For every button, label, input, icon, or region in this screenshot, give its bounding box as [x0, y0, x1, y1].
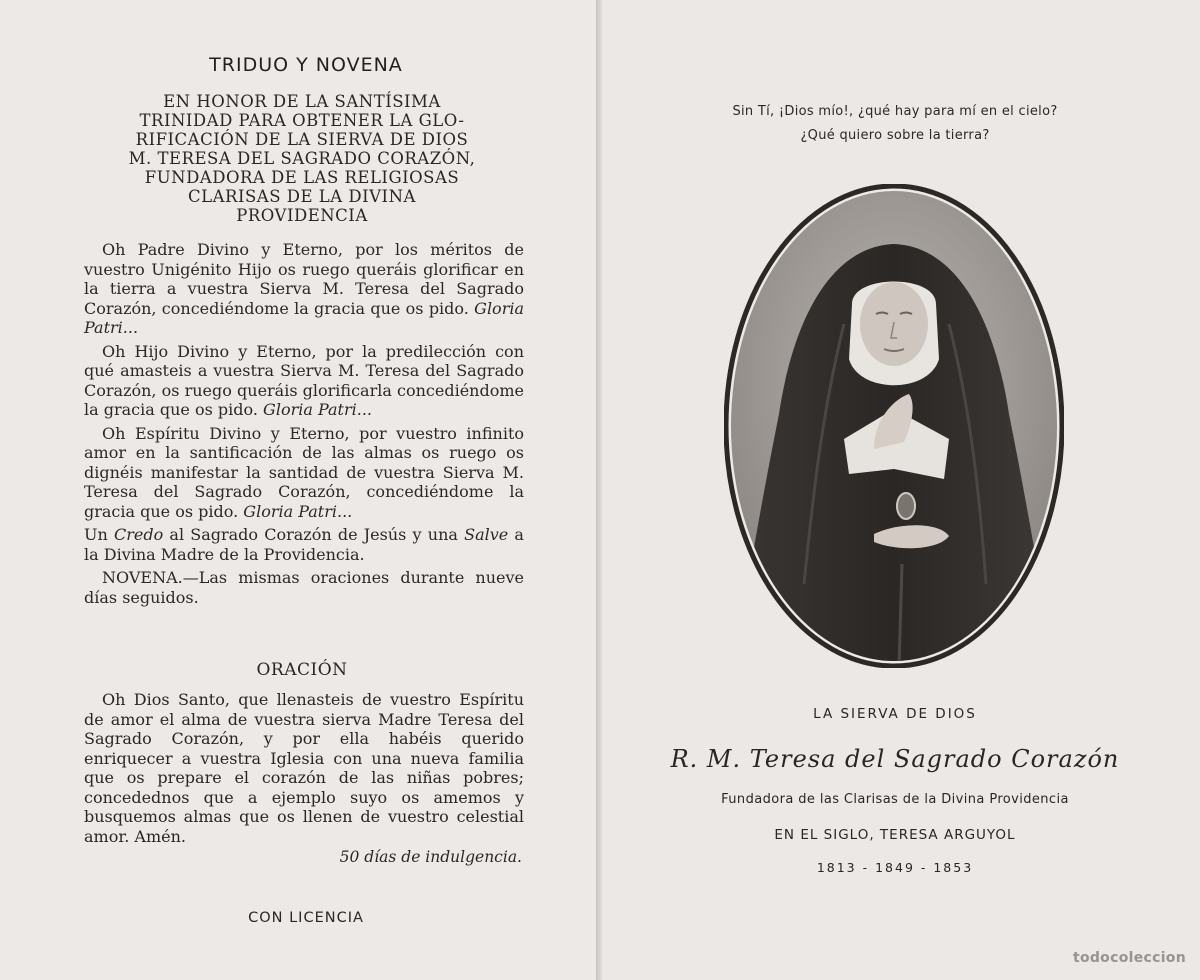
servant-name: R. M. Teresa del Sagrado Corazón	[670, 745, 1120, 773]
credo-word: Credo	[113, 525, 164, 544]
credo-text: Un	[84, 525, 108, 544]
prayer-father	[84, 240, 524, 338]
psalm-quote	[602, 100, 1188, 148]
caption-title: LA SIERVA DE DIOS	[813, 706, 977, 722]
salve-word: Salve	[464, 525, 509, 544]
heading-line: PROVIDENCIA	[236, 206, 368, 225]
heading-line: CLARISAS DE LA DIVINA	[188, 187, 416, 206]
heading-line: M. TERESA DEL SAGRADO CORAZÓN,	[128, 149, 476, 168]
novena-note: NOVENA.—Las mismas oraciones durante nueve días seguidos.	[84, 568, 524, 607]
credo-text: al Sagrado Corazón de Jesús y una	[169, 525, 458, 544]
oracion-title: ORACIÓN	[256, 660, 348, 680]
oracion-text: Oh Dios Santo, que llenasteis de vuestro Espíritu de amor el alma de vuestra sierva Madre Teresa del Sagrado Corazón, y por ella habéis querido enriquecer a vuestra Iglesia con una nueva familia que os prepare el corazón de las niñas pobres; concedednos que a ejemplo suyo os amemos y busquemos almas que os llenen de vuestro celestial amor. Amén.	[84, 690, 524, 846]
heading-line: EN HONOR DE LA SANTÍSIMA	[163, 92, 441, 111]
gloria-patri: Gloria Patri...	[84, 298, 524, 337]
nun-portrait-image	[724, 184, 1064, 668]
watermark-logo: todocoleccion	[1072, 950, 1186, 966]
credo-salve-line	[84, 525, 524, 564]
prayer-text: Oh Espíritu Divino y Eterno, por vuestro infinito amor en la santificación de las almas os ruego os dignéis manifestar la santidad de vuestra Sierva M. Teresa del Sagrado Corazón, concediéndome la gracia que os pido.	[84, 423, 524, 521]
novena-title: TRIDUO Y NOVENA	[209, 54, 403, 76]
indulgence-note: 50 días de indulgencia.	[339, 848, 522, 866]
prayers-body	[84, 240, 524, 611]
heading-line: RIFICACIÓN DE LA SIERVA DE DIOS	[135, 130, 469, 149]
life-years: 1813 - 1849 - 1853	[816, 860, 974, 875]
quote-line: Sin Tí, ¡Dios mío!, ¿qué hay para mí en el cielo?	[732, 104, 1058, 119]
gloria-patri: Gloria Patri...	[243, 501, 353, 521]
prayer-text: Oh Padre Divino y Eterno, por los méritos de vuestro Unigénito Hijo os ruego queráis glorificar en la tierra a vuestra Sierva M. Teresa del Sagrado Corazón, concediéndome la gracia que os pido.	[84, 240, 524, 318]
credo-text: a la Divina Madre de la Providencia.	[84, 525, 524, 564]
license-note: CON LICENCIA	[248, 910, 364, 926]
prayer-text: Oh Hijo Divino y Eterno, por la predilección con qué amasteis a vuestra Sierva M. Teresa del Sagrado Corazón, os ruego queráis glorificarla concediéndome la gracia que os pido.	[84, 341, 524, 419]
novena-heading	[82, 92, 522, 225]
prayer-son	[84, 342, 524, 420]
foundress-line: Fundadora de las Clarisas de la Divina Providencia	[721, 792, 1069, 807]
heading-line: FUNDADORA DE LAS RELIGIOSAS	[144, 168, 460, 187]
secular-name: EN EL SIGLO, TERESA ARGUYOL	[774, 827, 1016, 843]
heading-line: TRINIDAD PARA OBTENER LA GLO-	[139, 111, 465, 130]
quote-line: ¿Qué quiero sobre la tierra?	[800, 128, 990, 143]
gloria-patri: Gloria Patri...	[263, 400, 373, 419]
prayer-spirit	[84, 424, 524, 522]
